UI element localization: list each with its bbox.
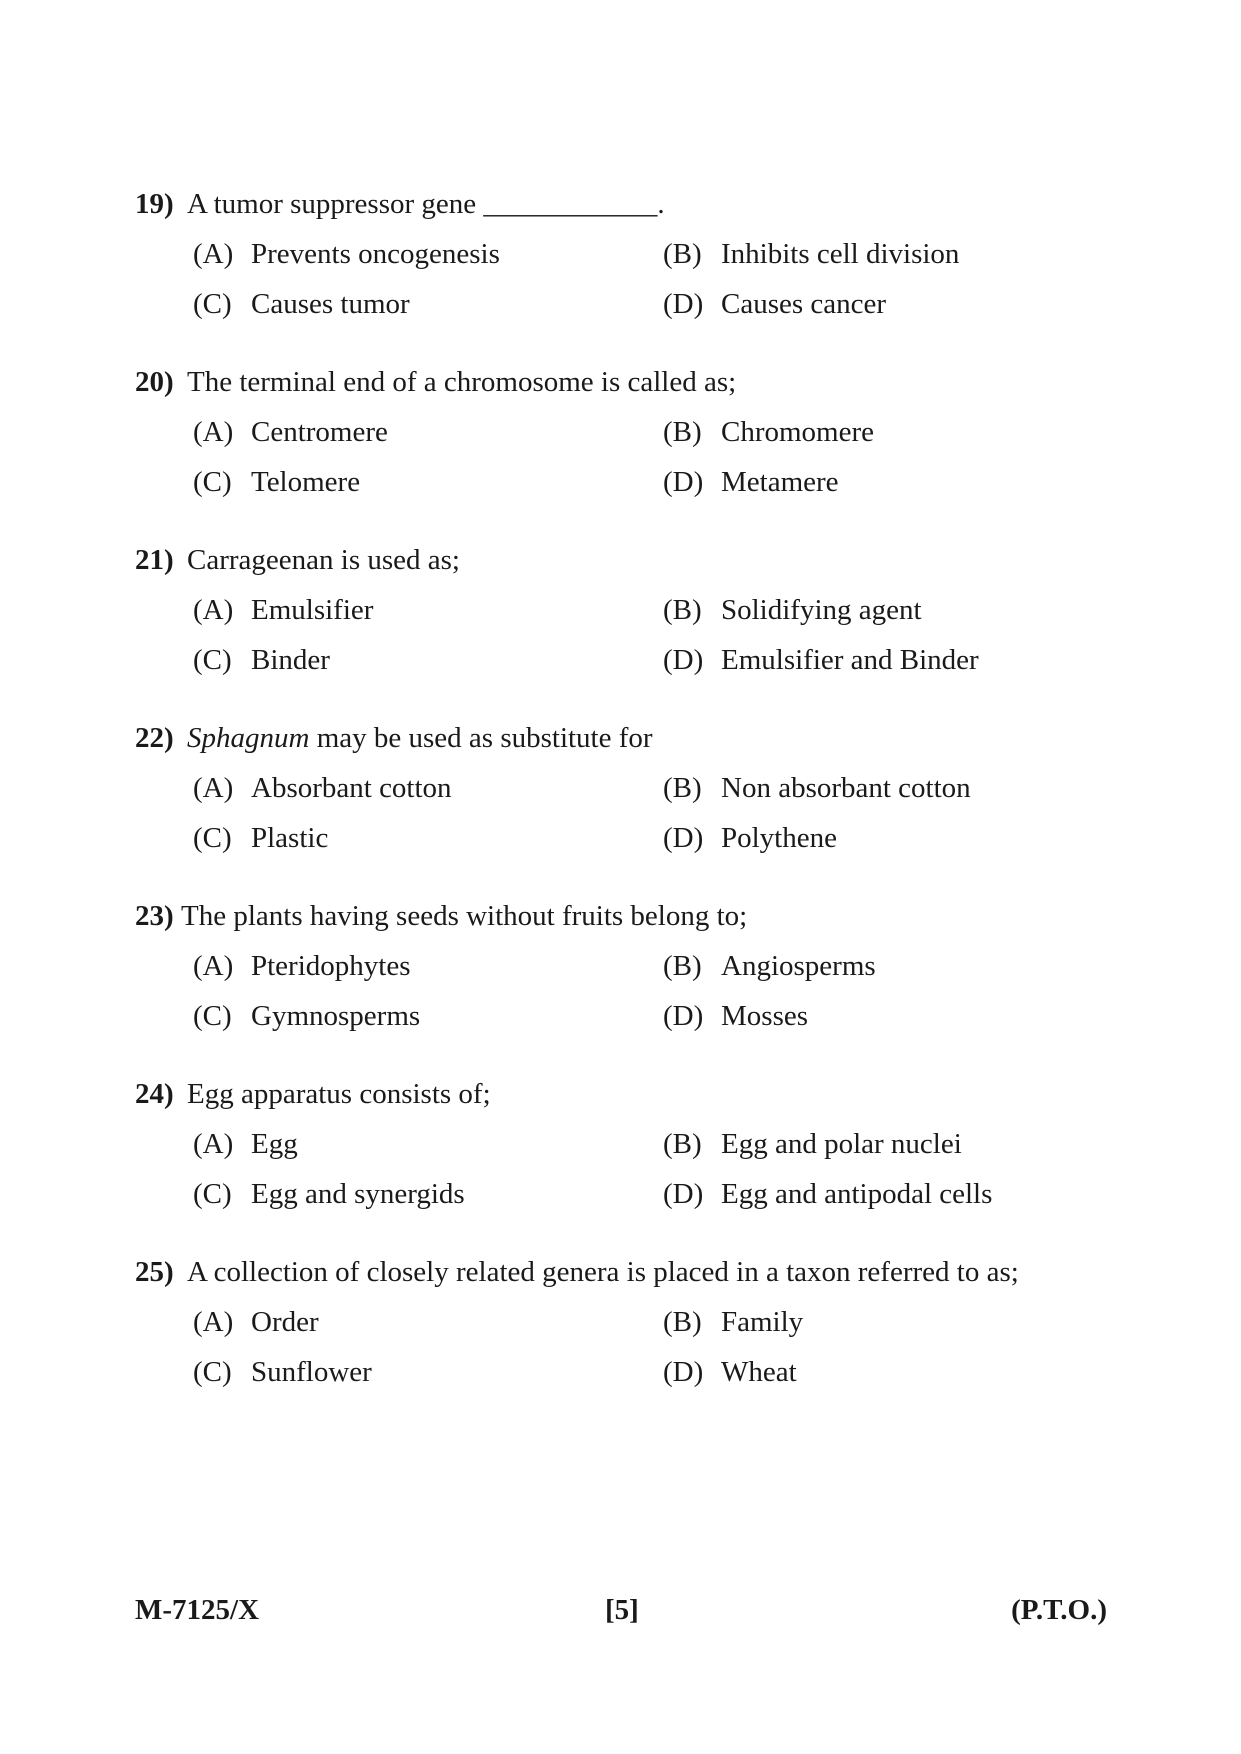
option-d: (D) Causes cancer (663, 288, 887, 320)
question-text: The plants having seeds without fruits belong to; (181, 900, 748, 932)
question-text: Egg apparatus consists of; (187, 1078, 491, 1110)
option-c: (C) Plastic (193, 822, 329, 854)
option-c: (C) Binder (193, 644, 330, 676)
options (135, 1304, 1135, 1404)
options (135, 236, 1135, 336)
options (135, 414, 1135, 514)
question-24 (135, 1076, 1135, 1226)
option-d: (D) Polythene (663, 822, 837, 854)
option-d: (D) Wheat (663, 1356, 797, 1388)
question-number: 20) (135, 366, 174, 398)
question-22 (135, 720, 1135, 870)
option-a: (A) Centromere (193, 416, 388, 448)
option-a: (A) Pteridophytes (193, 950, 411, 982)
options (135, 592, 1135, 692)
option-d: (D) Emulsifier and Binder (663, 644, 979, 676)
question-20 (135, 364, 1135, 514)
question-text: A collection of closely related genera is placed in a taxon referred to as; (187, 1256, 1019, 1288)
option-c: (C) Telomere (193, 466, 361, 498)
question-25 (135, 1254, 1135, 1404)
question-21 (135, 542, 1135, 692)
options (135, 770, 1135, 870)
option-a: (A) Prevents oncogenesis (193, 238, 500, 270)
page-footer (135, 1594, 1107, 1634)
option-b: (B) Egg and polar nuclei (663, 1128, 962, 1160)
question-text: Carrageenan is used as; (187, 544, 460, 576)
option-b: (B) Angiosperms (663, 950, 876, 982)
question-number: 23) (135, 900, 174, 932)
question-23 (135, 898, 1135, 1048)
option-c: (C) Causes tumor (193, 288, 410, 320)
option-a: (A) Absorbant cotton (193, 772, 452, 804)
question-number: 25) (135, 1256, 174, 1288)
option-b: (B) Solidifying agent (663, 594, 922, 626)
page-number: [5] (605, 1594, 639, 1626)
question-number: 21) (135, 544, 174, 576)
question-text: A tumor suppressor gene ____________. (187, 188, 665, 220)
question-text: The terminal end of a chromosome is called as; (187, 366, 737, 398)
options (135, 1126, 1135, 1226)
option-d: (D) Egg and antipodal cells (663, 1178, 993, 1210)
option-d: (D) Metamere (663, 466, 839, 498)
option-c: (C) Egg and synergids (193, 1178, 465, 1210)
options (135, 948, 1135, 1048)
option-b: (B) Non absorbant cotton (663, 772, 971, 804)
question-text: Sphagnum may be used as substitute for (187, 722, 653, 754)
question-number: 19) (135, 188, 174, 220)
question-19 (135, 186, 1135, 336)
paper-code: M-7125/X (135, 1594, 260, 1626)
option-a: (A) Emulsifier (193, 594, 374, 626)
option-b: (B) Inhibits cell division (663, 238, 960, 270)
option-b: (B) Family (663, 1306, 804, 1338)
please-turn-over: (P.T.O.) (1011, 1594, 1107, 1626)
option-c: (C) Sunflower (193, 1356, 372, 1388)
option-b: (B) Chromomere (663, 416, 875, 448)
option-c: (C) Gymnosperms (193, 1000, 421, 1032)
option-a: (A) Egg (193, 1128, 298, 1160)
question-number: 22) (135, 722, 174, 754)
option-d: (D) Mosses (663, 1000, 809, 1032)
option-a: (A) Order (193, 1306, 319, 1338)
question-number: 24) (135, 1078, 174, 1110)
